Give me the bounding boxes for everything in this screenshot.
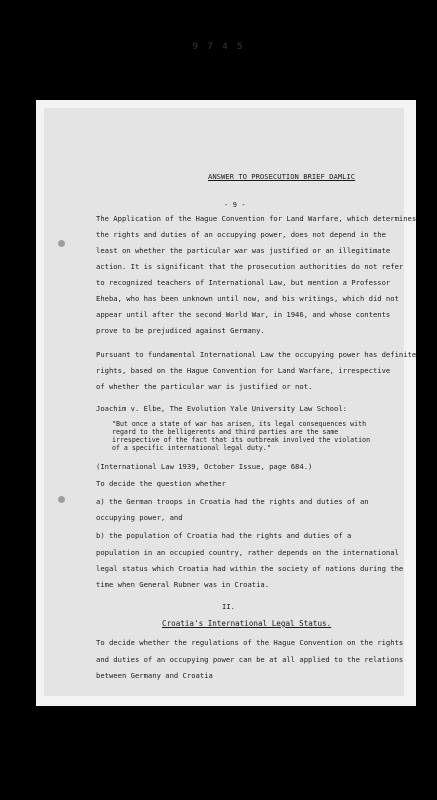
citation-author: Joachim v. Elbe, The Evolution Yale University Law School: — [96, 404, 347, 413]
text-line: least on whether the particular war was justified or an illegitimate — [96, 246, 391, 255]
punch-hole — [58, 496, 65, 503]
list-item-a: occupying power, and — [96, 513, 183, 522]
document-page — [44, 108, 417, 696]
citation-source: (International Law 1939, October Issue, page 684.) — [96, 462, 313, 471]
quote-line: of a specific international legal duty." — [112, 444, 271, 452]
text-line: The Application of the Hague Convention for Land Warfare, which determines — [96, 214, 417, 223]
text-line: To decide whether the regulations of the Hague Convention on the rights — [96, 638, 404, 647]
text-line: between Germany and Croatia — [96, 671, 213, 680]
section-number: II. — [222, 602, 235, 611]
list-item-b: population in an occupied country, rather depends on the international — [96, 548, 399, 557]
text-line: Pursuant to fundamental International Law the occupying power has definite — [96, 350, 417, 359]
text-line: rights, based on the Hague Convention for Land Warfare, irrespective — [96, 366, 391, 375]
punch-hole — [58, 240, 65, 247]
document-header: ANSWER TO PROSECUTION BRIEF DAMLIC — [208, 172, 356, 181]
top-mark: 9 7 4 5 — [192, 42, 245, 52]
text-line: prove to be prejudiced against Germany. — [96, 326, 265, 335]
page-number: - 9 - — [224, 200, 246, 209]
text-line: the rights and duties of an occupying power, does not depend in the — [96, 230, 386, 239]
section-title: Croatia's International Legal Status. — [162, 619, 332, 628]
text-line: appear until after the second World War, in 1946, and whose contents — [96, 310, 391, 319]
quote-line: irrespective of the fact that its outbreak involved the violation — [112, 436, 371, 444]
list-item-b: legal status which Croatia had within the society of nations during the — [96, 564, 404, 573]
quote-line: regard to the belligerents and third parties are the same — [112, 428, 339, 436]
text-line: and duties of an occupying power can be at all applied to the relations — [96, 655, 404, 664]
quote-line: "But once a state of war has arisen, its legal consequences with — [112, 420, 367, 428]
text-line: Eheba, who has been unknown until now, and his writings, which did not — [96, 294, 399, 303]
list-item-b: time when General Rubner was in Croatia. — [96, 580, 270, 589]
list-item-b: b) the population of Croatia had the rights and duties of a — [96, 531, 352, 540]
text-line: of whether the particular war is justified or not. — [96, 382, 313, 391]
text-line: To decide the question whether — [96, 479, 226, 488]
text-line: to recognized teachers of International Law, but mention a Professor — [96, 278, 391, 287]
list-item-a: a) the German troops in Croatia had the rights and duties of an — [96, 497, 369, 506]
text-line: action. It is significant that the prosecution authorities do not refer — [96, 262, 404, 271]
